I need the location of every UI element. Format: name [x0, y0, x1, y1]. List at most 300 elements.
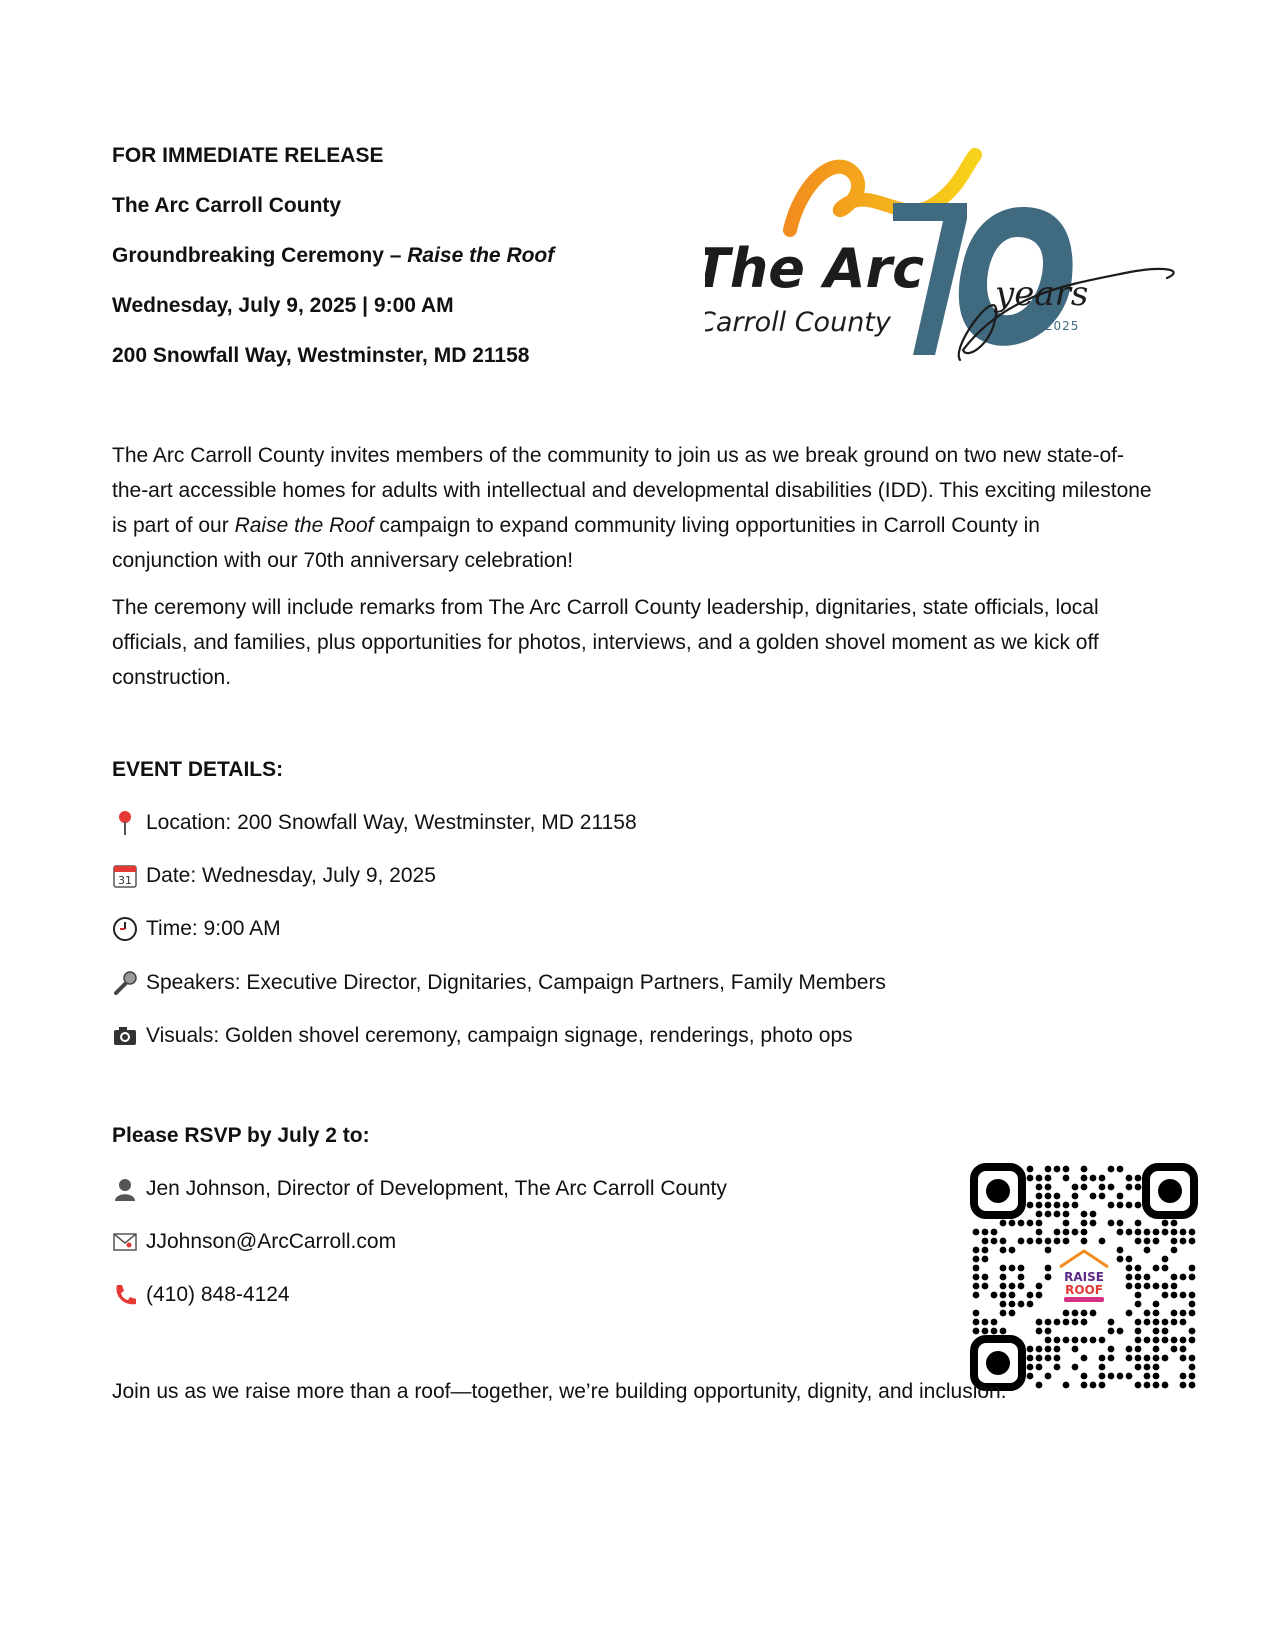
- qr-module: [1108, 1355, 1115, 1362]
- ceremony-paragraph: [112, 590, 1152, 695]
- qr-module: [1063, 1310, 1070, 1317]
- qr-module: [1171, 1229, 1178, 1236]
- qr-module: [1045, 1337, 1052, 1344]
- qr-module: [1189, 1382, 1196, 1389]
- qr-module: [1036, 1355, 1043, 1362]
- qr-module: [1072, 1337, 1079, 1344]
- qr-module: [1153, 1283, 1160, 1290]
- qr-module: [982, 1229, 989, 1236]
- qr-module: [1027, 1202, 1034, 1209]
- qr-module: [1162, 1382, 1169, 1389]
- qr-module: [1135, 1328, 1142, 1335]
- qr-module: [982, 1319, 989, 1326]
- qr-module: [982, 1238, 989, 1245]
- qr-module: [1009, 1301, 1016, 1308]
- qr-module: [1189, 1364, 1196, 1371]
- qr-module: [1171, 1346, 1178, 1353]
- qr-module: [1081, 1211, 1088, 1218]
- qr-module: [1081, 1184, 1088, 1191]
- qr-module: [1117, 1247, 1124, 1254]
- intro-text-a: The Arc Carroll County invites members of the community to join us as we break ground on two new state-of-the-art accessible homes for adults with intellectual and developmental disabilities (IDD). This exciting milestone is part of our: [112, 444, 1152, 537]
- rsvp-email-text[interactable]: JJohnson@ArcCarroll.com: [146, 1230, 397, 1253]
- qr-module: [1036, 1328, 1043, 1335]
- qr-module: [1036, 1193, 1043, 1200]
- qr-module: [1081, 1355, 1088, 1362]
- qr-module: [1090, 1337, 1097, 1344]
- closing-line: [112, 1380, 1007, 1404]
- qr-module: [1081, 1310, 1088, 1317]
- qr-module: [1000, 1265, 1007, 1272]
- qr-module: [1180, 1355, 1187, 1362]
- qr-badge-line1: RAISE: [1064, 1270, 1104, 1284]
- qr-module: [1189, 1328, 1196, 1335]
- arc-70-years-logo: [705, 145, 1235, 385]
- qr-module: [1018, 1238, 1025, 1245]
- qr-module: [1000, 1301, 1007, 1308]
- phone-icon: [112, 1282, 138, 1308]
- qr-module: [1144, 1364, 1151, 1371]
- detail-time: [112, 916, 281, 942]
- qr-module: [991, 1229, 998, 1236]
- qr-module: [1009, 1247, 1016, 1254]
- qr-module: [1162, 1355, 1169, 1362]
- qr-module: [1054, 1364, 1061, 1371]
- qr-module: [1054, 1193, 1061, 1200]
- qr-module: [1063, 1211, 1070, 1218]
- qr-module: [1135, 1301, 1142, 1308]
- qr-module: [991, 1238, 998, 1245]
- qr-module: [1189, 1238, 1196, 1245]
- qr-module: [1036, 1346, 1043, 1353]
- logo-county: Carroll County: [705, 307, 891, 338]
- qr-module: [1036, 1220, 1043, 1227]
- qr-module: [1027, 1175, 1034, 1182]
- qr-module: [991, 1292, 998, 1299]
- qr-module: [1036, 1211, 1043, 1218]
- qr-module: [1063, 1220, 1070, 1227]
- qr-module: [973, 1247, 980, 1254]
- qr-module: [1099, 1184, 1106, 1191]
- qr-module: [1126, 1355, 1133, 1362]
- qr-module: [1171, 1283, 1178, 1290]
- qr-module: [1189, 1301, 1196, 1308]
- qr-module: [1153, 1346, 1160, 1353]
- detail-location-text: Location: 200 Snowfall Way, Westminster, MD 21158: [146, 811, 637, 834]
- qr-module: [1108, 1166, 1115, 1173]
- qr-module: [982, 1256, 989, 1263]
- qr-module: [1153, 1337, 1160, 1344]
- rsvp-contact-text: Jen Johnson, Director of Development, The Arc Carroll County: [146, 1177, 727, 1200]
- qr-module: [1180, 1238, 1187, 1245]
- qr-module: [1135, 1238, 1142, 1245]
- qr-module: [1144, 1319, 1151, 1326]
- qr-module: [973, 1256, 980, 1263]
- qr-module: [1018, 1301, 1025, 1308]
- qr-module: [1117, 1328, 1124, 1335]
- qr-module: [1054, 1229, 1061, 1236]
- rsvp-phone: [112, 1282, 290, 1308]
- closing-text: Join us as we raise more than a roof—together, we’re building opportunity, dignity, and inclusion.: [112, 1380, 1007, 1403]
- qr-module: [1135, 1184, 1142, 1191]
- detail-location: [112, 810, 637, 836]
- qr-module: [1135, 1175, 1142, 1182]
- qr-module: [1180, 1292, 1187, 1299]
- qr-module: [1000, 1274, 1007, 1281]
- qr-module: [1117, 1229, 1124, 1236]
- qr-module: [1081, 1319, 1088, 1326]
- qr-module: [1135, 1283, 1142, 1290]
- qr-module: [1027, 1355, 1034, 1362]
- qr-module: [1081, 1229, 1088, 1236]
- qr-module: [1108, 1319, 1115, 1326]
- qr-module: [1081, 1238, 1088, 1245]
- qr-module: [1117, 1193, 1124, 1200]
- qr-module: [1135, 1229, 1142, 1236]
- qr-module: [1081, 1220, 1088, 1227]
- qr-module: [1126, 1373, 1133, 1380]
- qr-module: [1108, 1184, 1115, 1191]
- qr-module: [1144, 1373, 1151, 1380]
- qr-module: [1054, 1166, 1061, 1173]
- qr-module: [973, 1319, 980, 1326]
- intro-paragraph: [112, 438, 1152, 578]
- qr-module: [1135, 1382, 1142, 1389]
- qr-module: [1144, 1238, 1151, 1245]
- qr-module: [1117, 1166, 1124, 1173]
- qr-module: [1135, 1319, 1142, 1326]
- rsvp-qr-code[interactable]: [970, 1163, 1198, 1391]
- logo-years-word: years: [995, 274, 1089, 314]
- qr-module: [1036, 1229, 1043, 1236]
- event-title-prefix: Groundbreaking Ceremony –: [112, 244, 408, 267]
- qr-module: [1036, 1175, 1043, 1182]
- qr-module: [1063, 1229, 1070, 1236]
- qr-module: [1189, 1229, 1196, 1236]
- qr-module: [1108, 1373, 1115, 1380]
- qr-module: [1045, 1211, 1052, 1218]
- qr-module: [1063, 1382, 1070, 1389]
- qr-module: [982, 1328, 989, 1335]
- qr-badge-line2: ROOF: [1065, 1283, 1103, 1297]
- qr-module: [1027, 1292, 1034, 1299]
- logo-wordmark: The Arc: [705, 237, 925, 300]
- qr-module: [1171, 1337, 1178, 1344]
- qr-module: [1054, 1337, 1061, 1344]
- qr-module: [1135, 1346, 1142, 1353]
- qr-module: [1144, 1229, 1151, 1236]
- qr-module: [1162, 1328, 1169, 1335]
- detail-speakers: [112, 970, 886, 996]
- qr-module: [1144, 1382, 1151, 1389]
- qr-module: [1135, 1220, 1142, 1227]
- qr-module: [1099, 1337, 1106, 1344]
- qr-module: [1180, 1382, 1187, 1389]
- qr-module: [1162, 1283, 1169, 1290]
- qr-module: [1189, 1292, 1196, 1299]
- qr-module: [1117, 1373, 1124, 1380]
- qr-module: [991, 1328, 998, 1335]
- qr-module: [1054, 1319, 1061, 1326]
- qr-module: [1108, 1346, 1115, 1353]
- qr-module: [1135, 1364, 1142, 1371]
- qr-module: [973, 1229, 980, 1236]
- qr-module: [1153, 1382, 1160, 1389]
- qr-module: [1162, 1265, 1169, 1272]
- qr-module: [1045, 1184, 1052, 1191]
- qr-module: [1153, 1364, 1160, 1371]
- qr-module: [1090, 1382, 1097, 1389]
- qr-module: [1054, 1202, 1061, 1209]
- detail-visuals: [112, 1023, 853, 1049]
- qr-module: [1108, 1328, 1115, 1335]
- qr-module: [1063, 1238, 1070, 1245]
- qr-module: [1072, 1184, 1079, 1191]
- qr-module: [1126, 1175, 1133, 1182]
- detail-visuals-text: Visuals: Golden shovel ceremony, campaign signage, renderings, photo ops: [146, 1024, 853, 1047]
- qr-module: [1126, 1256, 1133, 1263]
- qr-module: [1072, 1346, 1079, 1353]
- calendar-icon: [112, 863, 138, 889]
- qr-module: [1045, 1175, 1052, 1182]
- qr-module: [1063, 1337, 1070, 1344]
- qr-module: [1090, 1193, 1097, 1200]
- qr-module: [1144, 1310, 1151, 1317]
- qr-module: [1162, 1337, 1169, 1344]
- qr-module: [1153, 1355, 1160, 1362]
- qr-module: [973, 1265, 980, 1272]
- rsvp-heading: Please RSVP by July 2 to:: [112, 1124, 370, 1147]
- qr-module: [1180, 1229, 1187, 1236]
- qr-module: [1036, 1292, 1043, 1299]
- qr-module: [1009, 1292, 1016, 1299]
- qr-module: [1018, 1274, 1025, 1281]
- qr-module: [1009, 1310, 1016, 1317]
- qr-module: [1009, 1283, 1016, 1290]
- event-title: [112, 244, 554, 268]
- qr-module: [1090, 1220, 1097, 1227]
- qr-module: [1171, 1274, 1178, 1281]
- qr-module: [1126, 1274, 1133, 1281]
- qr-module: [1189, 1337, 1196, 1344]
- qr-module: [1072, 1202, 1079, 1209]
- qr-module: [1036, 1238, 1043, 1245]
- qr-module: [1018, 1283, 1025, 1290]
- qr-module: [1135, 1274, 1142, 1281]
- qr-module: [1144, 1283, 1151, 1290]
- qr-module: [1045, 1166, 1052, 1173]
- envelope-icon: [112, 1229, 138, 1255]
- qr-module: [1162, 1292, 1169, 1299]
- qr-module: [1018, 1265, 1025, 1272]
- qr-module: [1162, 1319, 1169, 1326]
- qr-module: [1036, 1319, 1043, 1326]
- qr-module: [1027, 1373, 1034, 1380]
- qr-module: [1135, 1337, 1142, 1344]
- qr-module: [1000, 1328, 1007, 1335]
- qr-module: [1063, 1319, 1070, 1326]
- qr-module: [1126, 1283, 1133, 1290]
- qr-module: [1171, 1247, 1178, 1254]
- qr-module: [1027, 1166, 1034, 1173]
- qr-module: [1009, 1220, 1016, 1227]
- qr-module: [1000, 1220, 1007, 1227]
- qr-module: [1000, 1292, 1007, 1299]
- qr-module: [1153, 1319, 1160, 1326]
- qr-module: [1126, 1184, 1133, 1191]
- qr-module: [1027, 1220, 1034, 1227]
- qr-module: [1099, 1355, 1106, 1362]
- qr-module: [1153, 1238, 1160, 1245]
- qr-module: [1000, 1310, 1007, 1317]
- qr-module: [1099, 1175, 1106, 1182]
- qr-module: [1189, 1355, 1196, 1362]
- qr-module: [1027, 1238, 1034, 1245]
- qr-module: [1045, 1265, 1052, 1272]
- qr-module: [1117, 1256, 1124, 1263]
- qr-module: [982, 1247, 989, 1254]
- release-label: FOR IMMEDIATE RELEASE: [112, 144, 384, 167]
- rsvp-phone-text[interactable]: (410) 848-4124: [146, 1283, 290, 1306]
- qr-module: [973, 1283, 980, 1290]
- qr-module: [1171, 1238, 1178, 1245]
- qr-module: [1153, 1328, 1160, 1335]
- qr-module: [1126, 1265, 1133, 1272]
- qr-module: [973, 1292, 980, 1299]
- detail-date: [112, 863, 436, 889]
- rsvp-email: [112, 1229, 396, 1255]
- qr-module: [1063, 1166, 1070, 1173]
- qr-module: [982, 1283, 989, 1290]
- qr-module: [1045, 1373, 1052, 1380]
- qr-module: [1099, 1193, 1106, 1200]
- qr-module: [1108, 1202, 1115, 1209]
- qr-module: [1144, 1355, 1151, 1362]
- microphone-icon: [112, 970, 138, 996]
- intro-text-b: campaign to expand community living opportunities in Carroll County in conjunction with our 70th anniversary celebration!: [112, 514, 1040, 572]
- pushpin-icon: [112, 810, 138, 836]
- event-address: 200 Snowfall Way, Westminster, MD 21158: [112, 344, 530, 367]
- qr-module: [1054, 1346, 1061, 1353]
- qr-module: [1135, 1265, 1142, 1272]
- qr-module: [1180, 1319, 1187, 1326]
- qr-module: [1081, 1166, 1088, 1173]
- event-title-campaign: Raise the Roof: [407, 244, 555, 267]
- qr-module: [991, 1319, 998, 1326]
- qr-module: [1090, 1175, 1097, 1182]
- qr-module: [1045, 1355, 1052, 1362]
- qr-module: [1189, 1310, 1196, 1317]
- detail-time-text: Time: 9:00 AM: [146, 917, 281, 940]
- qr-module: [1099, 1238, 1106, 1245]
- qr-module: [1099, 1364, 1106, 1371]
- qr-module: [1189, 1373, 1196, 1380]
- qr-module: [1072, 1364, 1079, 1371]
- qr-module: [1090, 1310, 1097, 1317]
- qr-module: [1072, 1193, 1079, 1200]
- qr-module: [1126, 1346, 1133, 1353]
- qr-module: [1081, 1373, 1088, 1380]
- qr-module: [1180, 1310, 1187, 1317]
- qr-module: [1054, 1238, 1061, 1245]
- qr-module: [1153, 1229, 1160, 1236]
- person-icon: [112, 1176, 138, 1202]
- camera-icon: [112, 1023, 138, 1049]
- qr-module: [1036, 1202, 1043, 1209]
- qr-module: [1126, 1202, 1133, 1209]
- qr-module: [1171, 1319, 1178, 1326]
- intro-campaign: Raise the Roof: [234, 514, 374, 537]
- detail-date-text: Date: Wednesday, July 9, 2025: [146, 864, 436, 887]
- qr-module: [1027, 1301, 1034, 1308]
- qr-module: [1036, 1382, 1043, 1389]
- qr-module: [1162, 1229, 1169, 1236]
- qr-module: [1063, 1202, 1070, 1209]
- qr-module: [1099, 1382, 1106, 1389]
- qr-module: [1126, 1229, 1133, 1236]
- detail-speakers-text: Speakers: Executive Director, Dignitaries, Campaign Partners, Family Members: [146, 971, 886, 994]
- qr-module: [1072, 1229, 1079, 1236]
- ceremony-text: The ceremony will include remarks from The Arc Carroll County leadership, dignitaries, state officials, local officials, and families, plus opportunities for photos, interviews, and a golden shovel moment as we kick off construction.: [112, 596, 1099, 689]
- qr-module: [973, 1328, 980, 1335]
- qr-module: [1135, 1355, 1142, 1362]
- qr-module: [1180, 1274, 1187, 1281]
- qr-module: [1000, 1238, 1007, 1245]
- qr-module: [1045, 1247, 1052, 1254]
- qr-module: [1054, 1211, 1061, 1218]
- qr-module: [1180, 1337, 1187, 1344]
- qr-module: [1180, 1373, 1187, 1380]
- qr-module: [1027, 1346, 1034, 1353]
- qr-module: [1081, 1175, 1088, 1182]
- qr-module: [1090, 1211, 1097, 1218]
- logo-years-range: 1955-2025: [1005, 319, 1080, 333]
- qr-module: [1072, 1310, 1079, 1317]
- qr-module: [1135, 1202, 1142, 1209]
- qr-module: [1189, 1265, 1196, 1272]
- qr-module: [1153, 1310, 1160, 1317]
- svg-text:31: 31: [118, 874, 132, 887]
- qr-module: [982, 1274, 989, 1281]
- qr-module: [1171, 1220, 1178, 1227]
- qr-module: [1171, 1292, 1178, 1299]
- qr-module: [1045, 1193, 1052, 1200]
- rsvp-contact: [112, 1176, 727, 1202]
- org-name: The Arc Carroll County: [112, 194, 342, 217]
- qr-module: [1045, 1328, 1052, 1335]
- qr-module: [1189, 1274, 1196, 1281]
- qr-module: [1144, 1247, 1151, 1254]
- qr-module: [1162, 1256, 1169, 1263]
- qr-module: [1144, 1274, 1151, 1281]
- qr-module: [1018, 1220, 1025, 1227]
- qr-module: [1153, 1301, 1160, 1308]
- qr-module: [1063, 1175, 1070, 1182]
- qr-module: [1072, 1319, 1079, 1326]
- qr-module: [1045, 1274, 1052, 1281]
- qr-module: [1045, 1319, 1052, 1326]
- event-details-heading: EVENT DETAILS:: [112, 758, 284, 781]
- qr-module: [1009, 1265, 1016, 1272]
- qr-module: [1117, 1220, 1124, 1227]
- qr-module: [1117, 1202, 1124, 1209]
- qr-module: [1153, 1373, 1160, 1380]
- qr-module: [973, 1274, 980, 1281]
- qr-module: [1099, 1373, 1106, 1380]
- qr-module: [1081, 1337, 1088, 1344]
- qr-module: [1081, 1382, 1088, 1389]
- qr-module: [1045, 1202, 1052, 1209]
- qr-module: [973, 1310, 980, 1317]
